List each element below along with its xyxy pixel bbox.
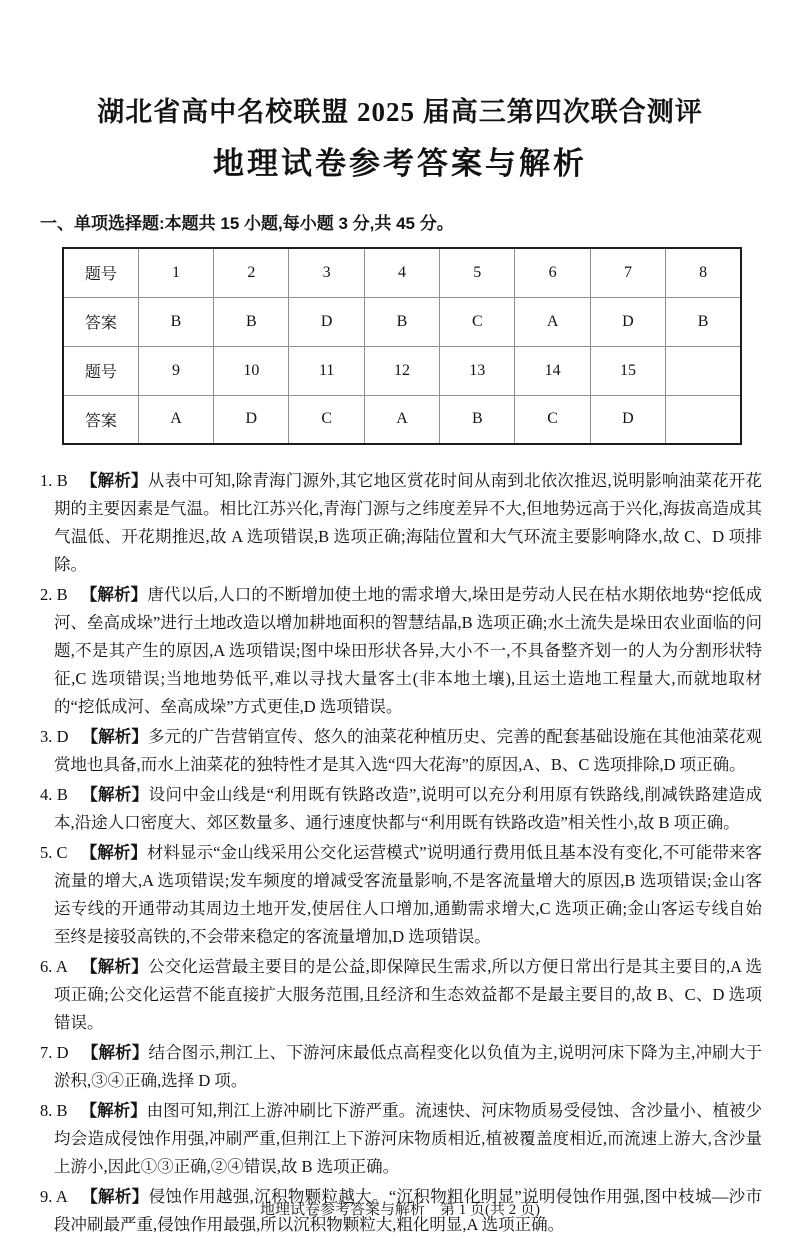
explanation-item <box>40 953 762 1037</box>
table-cell: 3 <box>289 248 364 297</box>
explanation-item <box>40 1039 762 1095</box>
table-row <box>63 346 741 395</box>
analysis-label: 【解析】 <box>80 472 148 490</box>
table-cell: 10 <box>214 346 289 395</box>
table-cell: 15 <box>590 346 665 395</box>
item-number: 1. B <box>40 471 68 490</box>
item-number: 8. B <box>40 1101 68 1120</box>
table-row <box>63 297 741 346</box>
analysis-text: 侵蚀作用越强,沉积物颗粒越大。“沉积物粗化明显”说明侵蚀作用强,图中枝城—沙市段冲刷最严重,侵蚀作用最强,所以沉积物颗粒大,粗化明显,A 选项正确。 <box>54 1187 762 1234</box>
table-cell: 题号 <box>63 248 138 297</box>
explanation-item <box>40 839 762 951</box>
explanation-item <box>40 467 762 579</box>
table-row <box>63 248 741 297</box>
analysis-label: 【解析】 <box>80 844 147 862</box>
table-cell: 答案 <box>63 395 138 444</box>
analysis-text: 材料显示“金山线采用公交化运营模式”说明通行费用低且基本没有变化,不可能带来客流量的增大,A 选项错误;发车频度的增减受客流量影响,不是客流量增大的原因,B 选项错误;金山客运专线的开通带动其周边土地开发,使居住人口增加,通勤需求增大,C 选项正确;金山客运专线自始至终是接驳高铁的,不会带来稳定的客流量增加,D 选项错误。 <box>54 843 762 946</box>
table-cell: B <box>666 297 741 346</box>
explanation-item <box>40 581 762 721</box>
table-cell: 题号 <box>63 346 138 395</box>
table-cell: C <box>289 395 364 444</box>
table-cell <box>666 395 741 444</box>
table-cell: B <box>440 395 515 444</box>
page-title-line1: 湖北省高中名校联盟 2025 届高三第四次联合测评 <box>97 97 703 127</box>
table-cell: C <box>440 297 515 346</box>
analysis-label: 【解析】 <box>81 1044 149 1062</box>
analysis-label: 【解析】 <box>80 786 149 804</box>
answer-table <box>62 247 742 445</box>
table-cell: 5 <box>440 248 515 297</box>
analysis-text: 唐代以后,人口的不断增加使土地的需求增大,垛田是劳动人民在枯水期依地势“挖低成河、垒高成垛”进行土地改造以增加耕地面积的智慧结晶,B 选项正确;水土流失是垛田农业面临的问题,不是其产生的原因,A 选项错误;图中垛田形状各异,大小不一,不具备整齐划一的人为分割形状特征,C 选项错误;当地地势低平,难以寻找大量客土(非本地土壤),且运土造地工程量大,而就地取材的“挖低成河、垒高成垛”方式更佳,D 选项错误。 <box>54 585 762 716</box>
table-cell: 1 <box>138 248 213 297</box>
item-number: 2. B <box>40 585 68 604</box>
table-cell: 12 <box>364 346 439 395</box>
table-cell: 答案 <box>63 297 138 346</box>
analysis-text: 由图可知,荆江上游冲刷比下游严重。流速快、河床物质易受侵蚀、含沙量小、植被少均会造成侵蚀作用强,冲刷严重,但荆江上下游河床物质相近,植被覆盖度相近,而流速上游大,含沙量上游小,因此①③正确,②④错误,故 B 选项正确。 <box>54 1101 763 1176</box>
title-block <box>0 0 800 183</box>
table-cell: 7 <box>590 248 665 297</box>
table-cell: C <box>515 395 590 444</box>
table-cell: 2 <box>214 248 289 297</box>
table-cell: 4 <box>364 248 439 297</box>
analysis-label: 【解析】 <box>81 728 149 746</box>
table-cell: 6 <box>515 248 590 297</box>
item-number: 6. A <box>40 957 68 976</box>
analysis-text: 结合图示,荆江上、下游河床最低点高程变化以负值为主,说明河床下降为主,冲刷大于淤积,③④正确,选择 D 项。 <box>54 1043 763 1090</box>
page-title-line2: 地理试卷参考答案与解析 <box>213 146 587 181</box>
table-cell: A <box>138 395 213 444</box>
analysis-label: 【解析】 <box>80 958 148 976</box>
analysis-text: 公交化运营最主要目的是公益,即保障民生需求,所以方便日常出行是其主要目的,A 选项正确;公交化运营不能直接扩大服务范围,且经济和生态效益都不是最主要目的,故 B、C、D 选项错误。 <box>54 957 762 1032</box>
item-number: 5. C <box>40 843 68 862</box>
table-cell: A <box>364 395 439 444</box>
explanation-item <box>40 723 762 779</box>
analysis-text: 设问中金山线是“利用既有铁路改造”,说明可以充分利用原有铁路线,削减铁路建造成本,沿途人口密度大、郊区数量多、通行速度快都与“利用既有铁路改造”相关性小,故 B 项正确。 <box>54 785 762 832</box>
item-number: 9. A <box>40 1187 68 1206</box>
table-cell: B <box>138 297 213 346</box>
analysis-label: 【解析】 <box>80 586 148 604</box>
table-cell: D <box>590 395 665 444</box>
analysis-text: 多元的广告营销宣传、悠久的油菜花种植历史、完善的配套基础设施在其他油菜花观赏地也具备,而水上油菜花的独特性才是其入选“四大花海”的原因,A、B、C 选项排除,D 项正确。 <box>54 727 763 774</box>
analysis-label: 【解析】 <box>80 1188 149 1206</box>
item-number: 4. B <box>40 785 68 804</box>
page-footer: 地理试卷参考答案与解析 第 1 页(共 2 页) <box>260 1202 540 1218</box>
explanation-item <box>40 781 762 837</box>
section-header: 一、单项选择题:本题共 15 小题,每小题 3 分,共 45 分。 <box>40 214 454 233</box>
table-cell: B <box>364 297 439 346</box>
item-number: 7. D <box>40 1043 69 1062</box>
table-cell: 11 <box>289 346 364 395</box>
explanation-item <box>40 1097 762 1181</box>
table-row <box>63 395 741 444</box>
table-cell: D <box>214 395 289 444</box>
table-cell: 14 <box>515 346 590 395</box>
table-cell: 9 <box>138 346 213 395</box>
table-cell: B <box>214 297 289 346</box>
analysis-text: 从表中可知,除青海门源外,其它地区赏花时间从南到北依次推迟,说明影响油菜花开花期的主要因素是气温。相比江苏兴化,青海门源与之纬度差异不大,但地势远高于兴化,海拔高造成其气温低、开花期推迟,故 A 选项错误,B 选项正确;海陆位置和大气环流主要影响降水,故 C、D 项排除。 <box>54 471 763 574</box>
table-cell: A <box>515 297 590 346</box>
table-cell <box>666 346 741 395</box>
item-number: 3. D <box>40 727 69 746</box>
table-cell: 8 <box>666 248 741 297</box>
table-cell: D <box>289 297 364 346</box>
table-cell: D <box>590 297 665 346</box>
explanation-list <box>40 467 762 1239</box>
table-cell: 13 <box>440 346 515 395</box>
analysis-label: 【解析】 <box>80 1102 147 1120</box>
